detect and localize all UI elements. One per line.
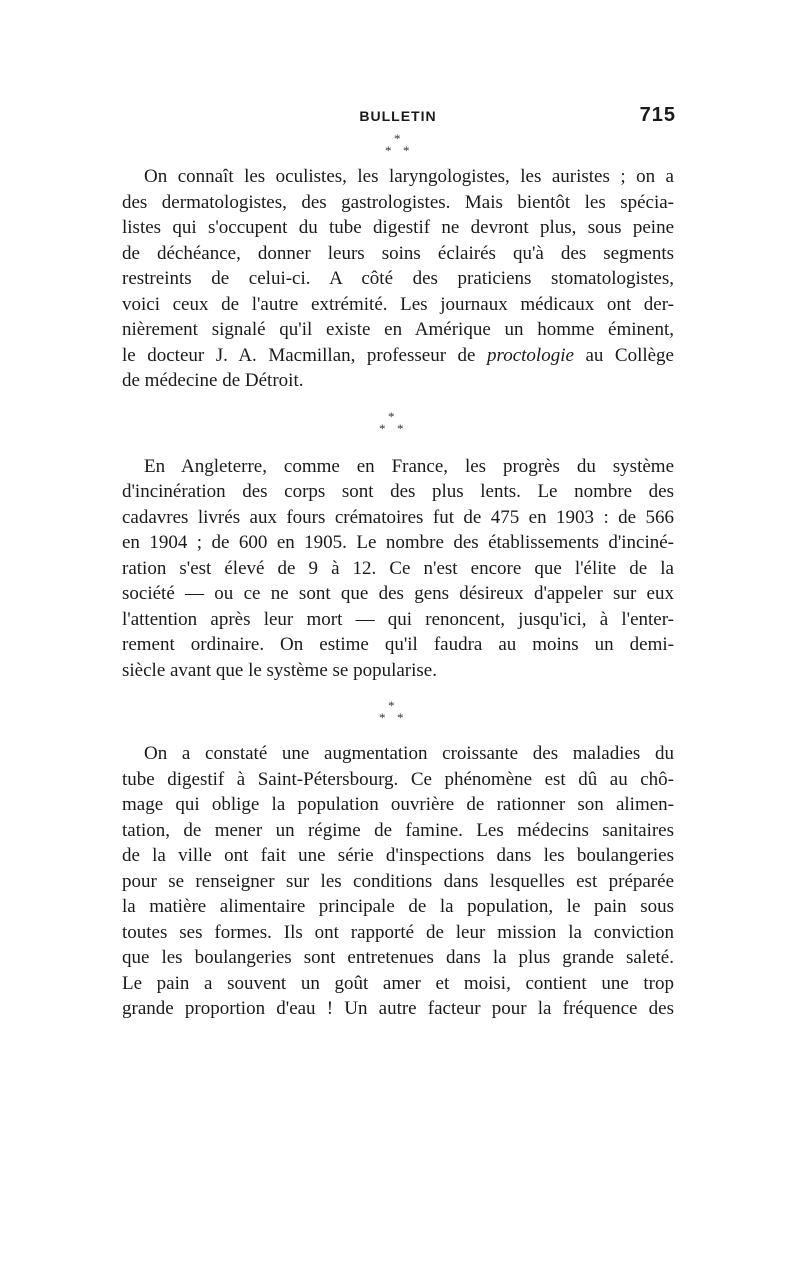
paragraph-saint-petersbourg	[122, 741, 674, 1022]
text-line: que les boulangeries sont entretenues dans la plus grande saleté.	[122, 947, 674, 968]
text-line: de la ville ont fait une série d'inspections dans les boulangeries	[122, 845, 674, 866]
asterism-star: *	[388, 408, 395, 424]
text-run: le docteur J. A. Macmillan, professeur de	[122, 344, 488, 366]
running-title: BULLETIN	[359, 108, 437, 124]
text-line: société — ou ce ne sont que des gens désireux d'appeler sur eux	[122, 583, 674, 604]
asterism-star: *	[394, 131, 401, 146]
asterism-star: *	[403, 143, 410, 158]
asterism-1	[122, 130, 674, 164]
text-line	[122, 343, 674, 369]
running-head	[122, 100, 674, 130]
text-line: l'attention après leur mort — qui renoncent, jusqu'ici, à l'enter-	[122, 608, 674, 630]
asterism-star: *	[397, 710, 404, 725]
text-line: On connaît les oculistes, les laryngologistes, les auristes ; on a	[144, 166, 674, 187]
asterism-star: *	[385, 143, 392, 158]
text-line: grande proportion d'eau ! Un autre facteur pour la fréquence des	[122, 998, 674, 1019]
text-line: Le pain a souvent un goût amer et moisi, contient une trop	[122, 972, 674, 994]
asterism-star: *	[379, 710, 386, 725]
paragraph-oculistes	[122, 164, 674, 394]
text-line: en 1904 ; de 600 en 1905. Le nombre des établissements d'inciné-	[122, 532, 674, 553]
text-line: tube digestif à Saint-Pétersbourg. Ce phénomène est dû au chô-	[122, 768, 674, 790]
page-number: 715	[639, 104, 676, 126]
asterism-star: *	[397, 420, 404, 436]
text-line: mage qui oblige la population ouvrière de rationner son alimen-	[122, 794, 674, 815]
text-line: tation, de mener un régime de famine. Les médecins sanitaires	[122, 819, 674, 841]
paragraph-incineration	[122, 454, 674, 684]
text-line: des dermatologistes, des gastrologistes. Mais bientôt les spécia-	[122, 191, 674, 213]
text-line: de médecine de Détroit.	[122, 370, 304, 391]
text-line: voici ceux de l'autre extrémité. Les journaux médicaux ont der-	[122, 293, 674, 315]
text-line: rement ordinaire. On estime qu'il faudra au moins un demi-	[122, 634, 674, 655]
text-line: restreints de celui-ci. A côté des praticiens stomatologistes,	[122, 268, 674, 289]
text-line: On a constaté une augmentation croissante des maladies du	[144, 743, 674, 764]
asterism-3	[122, 697, 674, 731]
book-page	[122, 100, 674, 1022]
text-run: au Collège	[573, 344, 674, 366]
italic-term: proctologie	[487, 344, 574, 366]
text-line: d'incinération des corps sont des plus lents. Le nombre des	[122, 481, 674, 502]
asterism-2	[122, 408, 674, 442]
text-line: la matière alimentaire principale de la population, le pain sous	[122, 896, 674, 917]
text-line: de déchéance, donner leurs soins éclairés qu'à des segments	[122, 242, 674, 264]
text-line: ration s'est élevé de 9 à 12. Ce n'est encore que l'élite de la	[122, 557, 674, 579]
text-line: listes qui s'occupent du tube digestif ne devront plus, sous peine	[122, 217, 674, 238]
text-line: toutes ses formes. Ils ont rapporté de leur mission la conviction	[122, 921, 674, 943]
asterism-star: *	[388, 698, 395, 713]
text-line: cadavres livrés aux fours crématoires fut de 475 en 1903 : de 566	[122, 506, 674, 528]
text-line: siècle avant que le système se popularise.	[122, 659, 437, 681]
text-line: pour se renseigner sur les conditions dans lesquelles est préparée	[122, 870, 674, 892]
asterism-star: *	[379, 420, 386, 436]
text-line: nièrement signalé qu'il existe en Amérique un homme éminent,	[122, 319, 674, 340]
text-line: En Angleterre, comme en France, les progrès du système	[144, 455, 674, 477]
